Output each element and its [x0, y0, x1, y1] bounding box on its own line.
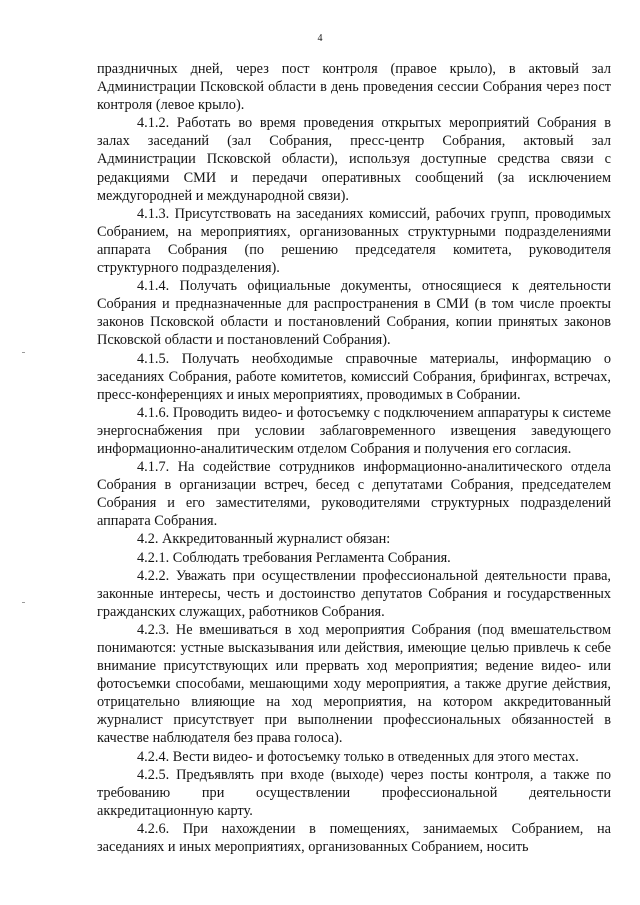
paragraph-4-2: 4.2. Аккредитованный журналист обязан:: [137, 531, 391, 548]
paragraph-4-1-4: 4.1.4. Получать официальные документы, относящиеся к деятельности Собрания и предназначенные для распространения в СМИ (в том числе проекты законов Псковской области и постановлений Собрания, копии принятых законов Псковской области и постановлений Собрания).: [97, 278, 611, 349]
paragraph-4-2-1: 4.2.1. Соблюдать требования Регламента Собрания.: [137, 549, 451, 566]
paragraph-4-1-7: 4.1.7. На содействие сотрудников информационно-аналитического отдела Собрания в организации встреч, бесед с депутатами Собрания, председателем Собрания и его заместителями, руководителями структурных подразделений аппарата Собрания.: [97, 459, 611, 530]
paragraph-4-2-6: 4.2.6. При нахождении в помещениях, занимаемых Собранием, на заседаниях и иных мероприятиях, организованных Собранием, носить: [97, 820, 611, 856]
paragraph-4-2-4: 4.2.4. Вести видео- и фотосъемку только в отведенных для этого местах.: [137, 748, 579, 765]
paragraph-continuation: праздничных дней, через пост контроля (правое крыло), в актовый зал Администрации Псковской области в день проведения сессии Собрания через пост контроля (левое крыло).: [97, 61, 611, 114]
paragraph-4-1-6: 4.1.6. Проводить видео- и фотосъемку с подключением аппаратуры к системе энергоснабжения при условии заблаговременного извещения заведующего информационно-аналитическим отделом Собрания и получения его согласия.: [97, 404, 611, 457]
paragraph-4-1-2: 4.1.2. Работать во время проведения открытых мероприятий Собрания в залах заседаний (зал Собрания, пресс-центр Собрания, актовый зал Администрации Псковской области), используя доступные средства связи с редакциями СМИ и передачи оперативных сообщений (за исключением междугородней и международной связи).: [97, 115, 611, 204]
document-body: [97, 60, 611, 856]
paragraph-4-1-3: 4.1.3. Присутствовать на заседаниях комиссий, рабочих групп, проводимых Собранием, на мероприятиях, организованных структурными подразделениями аппарата Собрания (по решению председателя комитета, руководителя структурного подразделения).: [97, 205, 611, 277]
page-number: 4: [317, 33, 323, 44]
paragraph-4-2-3: 4.2.3. Не вмешиваться в ход мероприятия Собрания (под вмешательством понимаются: устные высказывания или действия, имеющие целью привлечь к себе внимание присутствующих или прервать ход мероприятия; ведение видео- или фотосъемки способами, мешающими ходу мероприятия, а также другие действия, отрицательно влияющие на ход мероприятия, на котором аккредитованный журналист присутствует при выполнении профессиональных обязанностей в качестве наблюдателя без права голоса).: [97, 621, 611, 747]
paragraph-4-2-5: 4.2.5. Предъявлять при входе (выходе) через посты контроля, а также по требованию при осуществлении профессиональной деятельности аккредитационную карту.: [97, 766, 611, 819]
paragraph-4-1-5: 4.1.5. Получать необходимые справочные материалы, информацию о заседаниях Собрания, работе комитетов, комиссий Собрания, брифингах, встречах, пресс-конференциях и иных мероприятиях, проводимых в Собрании.: [97, 350, 611, 403]
margin-scan-mark: [22, 352, 25, 353]
margin-scan-mark: [22, 602, 25, 603]
paragraph-4-2-2: 4.2.2. Уважать при осуществлении профессиональной деятельности права, законные интересы, честь и достоинство депутатов Собрания и государственных гражданских служащих, работников Собрания.: [97, 567, 611, 620]
